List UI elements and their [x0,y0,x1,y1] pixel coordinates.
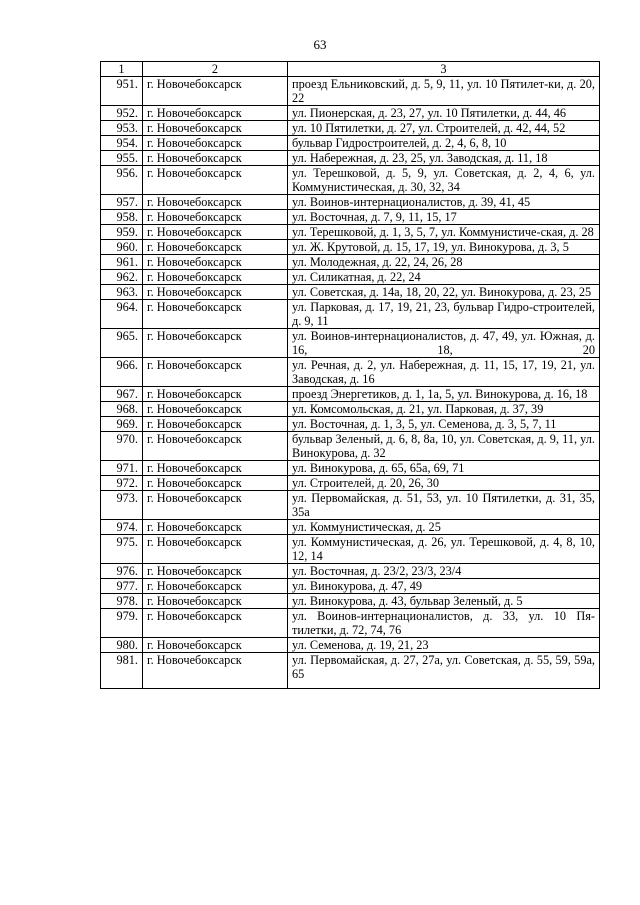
row-address: ул. Семенова, д. 19, 21, 23 [288,638,600,653]
row-number: 966. [101,358,143,387]
row-number: 977. [101,579,143,594]
row-address: ул. Парковая, д. 17, 19, 21, 23, бульвар Гидро-строителей, д. 9, 11 [288,300,600,329]
header-col-1: 1 [101,62,143,77]
row-city: г. Новочебоксарск [143,106,288,121]
row-address: ул. Винокурова, д. 65, 65а, 69, 71 [288,461,600,476]
table-row [101,579,600,594]
row-address: ул. Силикатная, д. 22, 24 [288,270,600,285]
row-number: 952. [101,106,143,121]
row-city: г. Новочебоксарск [143,329,288,358]
row-city: г. Новочебоксарск [143,255,288,270]
row-city: г. Новочебоксарск [143,210,288,225]
row-address: ул. Коммунистическая, д. 26, ул. Терешковой, д. 4, 8, 10, 12, 14 [288,535,600,564]
table-row [101,564,600,579]
table-row [101,387,600,402]
row-number: 955. [101,151,143,166]
row-number: 964. [101,300,143,329]
row-number: 961. [101,255,143,270]
row-address: бульвар Гидростроителей, д. 2, 4, 6, 8, 10 [288,136,600,151]
row-number: 967. [101,387,143,402]
table-row [101,195,600,210]
table-row [101,609,600,638]
row-number: 970. [101,432,143,461]
table-row [101,329,600,358]
row-city: г. Новочебоксарск [143,579,288,594]
row-number: 953. [101,121,143,136]
row-number: 951. [101,77,143,106]
row-city: г. Новочебоксарск [143,300,288,329]
row-number: 956. [101,166,143,195]
row-number: 972. [101,476,143,491]
page-number: 63 [313,37,327,52]
row-number: 960. [101,240,143,255]
table-row [101,520,600,535]
row-city: г. Новочебоксарск [143,594,288,609]
row-city: г. Новочебоксарск [143,387,288,402]
row-city: г. Новочебоксарск [143,461,288,476]
address-table [100,61,600,689]
table-row [101,285,600,300]
row-address: ул. Комсомольская, д. 21, ул. Парковая, д. 37, 39 [288,402,600,417]
row-city: г. Новочебоксарск [143,358,288,387]
row-city: г. Новочебоксарск [143,638,288,653]
row-address: ул. Пионерская, д. 23, 27, ул. 10 Пятилетки, д. 44, 46 [288,106,600,121]
row-number: 980. [101,638,143,653]
table-row [101,461,600,476]
row-number: 973. [101,491,143,520]
row-number: 971. [101,461,143,476]
row-city: г. Новочебоксарск [143,195,288,210]
table-row [101,638,600,653]
row-number: 968. [101,402,143,417]
row-address: ул. Восточная, д. 1, 3, 5, ул. Семенова, д. 3, 5, 7, 11 [288,417,600,432]
row-number: 963. [101,285,143,300]
row-city: г. Новочебоксарск [143,121,288,136]
table-row [101,255,600,270]
row-city: г. Новочебоксарск [143,285,288,300]
table-row [101,210,600,225]
row-city: г. Новочебоксарск [143,535,288,564]
row-address: ул. Воинов-интернационалистов, д. 33, ул. 10 Пя-тилетки, д. 72, 74, 76 [288,609,600,638]
table-row [101,476,600,491]
row-city: г. Новочебоксарск [143,77,288,106]
row-address: ул. Ж. Крутовой, д. 15, 17, 19, ул. Винокурова, д. 3, 5 [288,240,600,255]
row-city: г. Новочебоксарск [143,402,288,417]
row-address: ул. Первомайская, д. 51, 53, ул. 10 Пятилетки, д. 31, 35, 35а [288,491,600,520]
table-row [101,535,600,564]
row-number: 976. [101,564,143,579]
table-row [101,106,600,121]
row-address: ул. Винокурова, д. 47, 49 [288,579,600,594]
row-address: ул. Советская, д. 14а, 18, 20, 22, ул. Винокурова, д. 23, 25 [288,285,600,300]
row-address: бульвар Зеленый, д. 6, 8, 8а, 10, ул. Советская, д. 9, 11, ул. Винокурова, д. 32 [288,432,600,461]
row-city: г. Новочебоксарск [143,476,288,491]
row-city: г. Новочебоксарск [143,240,288,255]
table-row [101,136,600,151]
row-city: г. Новочебоксарск [143,166,288,195]
row-city: г. Новочебоксарск [143,491,288,520]
row-city: г. Новочебоксарск [143,520,288,535]
row-address: ул. Коммунистическая, д. 25 [288,520,600,535]
row-city: г. Новочебоксарск [143,432,288,461]
table-row [101,594,600,609]
header-col-3: 3 [288,62,600,77]
row-number: 962. [101,270,143,285]
row-address: ул. Набережная, д. 23, 25, ул. Заводская, д. 11, 18 [288,151,600,166]
row-city: г. Новочебоксарск [143,151,288,166]
row-address: ул. Первомайская, д. 27, 27а, ул. Советская, д. 55, 59, 59а, 65 [288,653,600,689]
row-number: 978. [101,594,143,609]
row-number: 979. [101,609,143,638]
row-city: г. Новочебоксарск [143,136,288,151]
row-address: ул. Речная, д. 2, ул. Набережная, д. 11, 15, 17, 19, 21, ул. Заводская, д. 16 [288,358,600,387]
table-row [101,121,600,136]
row-city: г. Новочебоксарск [143,417,288,432]
row-number: 981. [101,653,143,689]
row-address: ул. Молодежная, д. 22, 24, 26, 28 [288,255,600,270]
table-row [101,151,600,166]
row-city: г. Новочебоксарск [143,564,288,579]
table-row [101,358,600,387]
table-row [101,402,600,417]
table-row [101,77,600,106]
row-address: проезд Энергетиков, д. 1, 1а, 5, ул. Винокурова, д. 16, 18 [288,387,600,402]
row-address: ул. Восточная, д. 7, 9, 11, 15, 17 [288,210,600,225]
row-address: ул. Строителей, д. 20, 26, 30 [288,476,600,491]
row-number: 954. [101,136,143,151]
row-city: г. Новочебоксарск [143,270,288,285]
row-address: ул. Воинов-интернационалистов, д. 39, 41, 45 [288,195,600,210]
row-address: ул. 10 Пятилетки, д. 27, ул. Строителей, д. 42, 44, 52 [288,121,600,136]
row-city: г. Новочебоксарск [143,225,288,240]
table-row [101,300,600,329]
row-address: ул. Терешковой, д. 5, 9, ул. Советская, д. 2, 4, 6, ул. Коммунистическая, д. 30, 32, 34 [288,166,600,195]
row-number: 959. [101,225,143,240]
row-number: 965. [101,329,143,358]
table-row [101,270,600,285]
row-address: ул. Восточная, д. 23/2, 23/3, 23/4 [288,564,600,579]
row-address: ул. Терешковой, д. 1, 3, 5, 7, ул. Коммунистиче-ская, д. 28 [288,225,600,240]
row-address: ул. Винокурова, д. 43, бульвар Зеленый, д. 5 [288,594,600,609]
row-address: проезд Ельниковский, д. 5, 9, 11, ул. 10 Пятилет-ки, д. 20, 22 [288,77,600,106]
table-row [101,491,600,520]
table-row [101,225,600,240]
table-header-row [101,62,600,77]
row-number: 958. [101,210,143,225]
row-number: 975. [101,535,143,564]
row-number: 974. [101,520,143,535]
row-address: ул. Воинов-интернационалистов, д. 47, 49, ул. Южная, д. 16, 18, 20 [288,329,600,358]
header-col-2: 2 [143,62,288,77]
table-row [101,432,600,461]
table-row [101,417,600,432]
row-number: 969. [101,417,143,432]
row-city: г. Новочебоксарск [143,653,288,689]
row-number: 957. [101,195,143,210]
table-row [101,653,600,689]
table-row [101,166,600,195]
table-row [101,240,600,255]
row-city: г. Новочебоксарск [143,609,288,638]
